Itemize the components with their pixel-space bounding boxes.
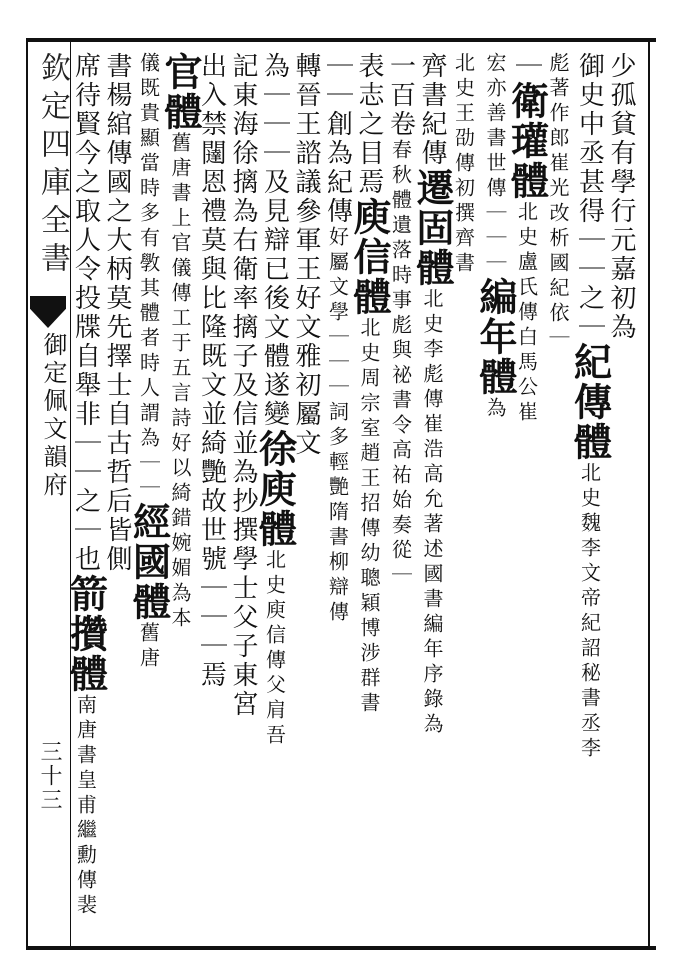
annotation-text: 儀既貴顯當時多有斆其體者時人謂為｜｜ bbox=[136, 52, 161, 502]
body-text: 書楊綰傳國之大柄莫先擇士自古哲后皆側 bbox=[102, 52, 132, 574]
annotation-text: 舊唐書上官儀傳工于五言詩好以綺錯婉媚為本 bbox=[168, 132, 192, 632]
text-column bbox=[473, 52, 518, 422]
frame-border-left bbox=[26, 38, 28, 950]
headword: 箭攢體 bbox=[63, 574, 109, 694]
body-text: 為｜｜｜及見辯已後文體遂變 bbox=[259, 52, 290, 429]
body-text: 表志之目焉 bbox=[354, 52, 384, 197]
headword: 遷固體 bbox=[410, 168, 455, 288]
headword: 紀傳體 bbox=[567, 342, 613, 462]
body-text: ｜｜創為紀傳 bbox=[322, 52, 353, 226]
annotation-text: 舊唐 bbox=[136, 622, 161, 672]
annotation-text: 北史魏李文帝紀詔秘書丞李 bbox=[577, 462, 602, 762]
annotation-text: 北史庾信傳父肩吾 bbox=[262, 549, 287, 749]
annotation-text: 宏亦善書世傳｜｜｜ bbox=[483, 52, 507, 277]
annotation-text: 南唐書皇甫繼勳傳裴 bbox=[73, 694, 98, 919]
annotation-text: 北史王劭傳初撰齊書 bbox=[451, 52, 476, 277]
headword: 官體 bbox=[158, 52, 203, 132]
annotation-text: 為 bbox=[483, 397, 507, 422]
body-text: ｜ bbox=[511, 52, 542, 81]
collection-title: 欽定四庫全書 bbox=[35, 52, 70, 280]
body-text: 出入禁闥恩禮莫與比隆既文並綺艷故世號｜｜｜焉 bbox=[196, 52, 227, 690]
text-column bbox=[567, 52, 613, 762]
annotation-text: 北史周宗室趙王招傳幼聰穎博涉群書 bbox=[357, 317, 381, 717]
annotation-text: 春秋體遺落時事彪與祕書令高祐始奏從｜ bbox=[388, 139, 413, 589]
body-text: 席待賢今之取人令投牒自舉非｜｜之｜也 bbox=[70, 52, 101, 574]
text-column bbox=[126, 52, 172, 672]
text-column bbox=[606, 52, 636, 342]
text-column bbox=[102, 52, 132, 574]
body-text: 齊書紀傳 bbox=[417, 52, 447, 168]
headword: 庾信體 bbox=[347, 197, 392, 317]
text-column bbox=[228, 52, 258, 719]
headword: 徐庾體 bbox=[252, 429, 298, 549]
text-column bbox=[252, 52, 298, 749]
body-text: 記東海徐摛為右衛率摛子及信並為抄撰學士父子東宮 bbox=[228, 52, 258, 719]
headword: 經國體 bbox=[126, 502, 172, 622]
text-column bbox=[63, 52, 109, 919]
text-column bbox=[323, 52, 353, 626]
headword: 衛瓘體 bbox=[504, 81, 550, 201]
frame-border-bottom bbox=[28, 946, 656, 950]
annotation-text: 北史李彪傳崔浩高允著述國書編年序錄為 bbox=[420, 288, 444, 738]
text-column bbox=[197, 52, 227, 690]
text-column bbox=[410, 52, 455, 738]
annotation-text: 好屬文學｜｜｜詞多輕艷隋書柳辯傳 bbox=[325, 226, 350, 626]
body-text: 轉晉王諮議參軍王好文雅初屬文 bbox=[291, 52, 321, 458]
annotation-text: 北史盧氏傳白馬公崔 bbox=[514, 201, 539, 426]
text-column bbox=[386, 52, 416, 589]
frame-border-top bbox=[28, 38, 656, 42]
fish-tail-mark-icon bbox=[30, 296, 66, 328]
page-number: 三十三 bbox=[37, 740, 62, 812]
body-text: 一百卷 bbox=[385, 52, 416, 139]
headword: 編年體 bbox=[473, 277, 518, 397]
book-title: 御定佩文韻府 bbox=[39, 332, 67, 500]
frame-border-right bbox=[648, 38, 650, 950]
body-text: 少孤貧有學行元嘉初為 bbox=[606, 52, 636, 342]
text-column bbox=[291, 52, 321, 458]
annotation-text: 彪著作郎崔光改析國紀依｜ bbox=[546, 52, 570, 352]
text-column bbox=[347, 52, 392, 717]
body-text: 御史中丞甚得｜｜之｜ bbox=[574, 52, 605, 342]
